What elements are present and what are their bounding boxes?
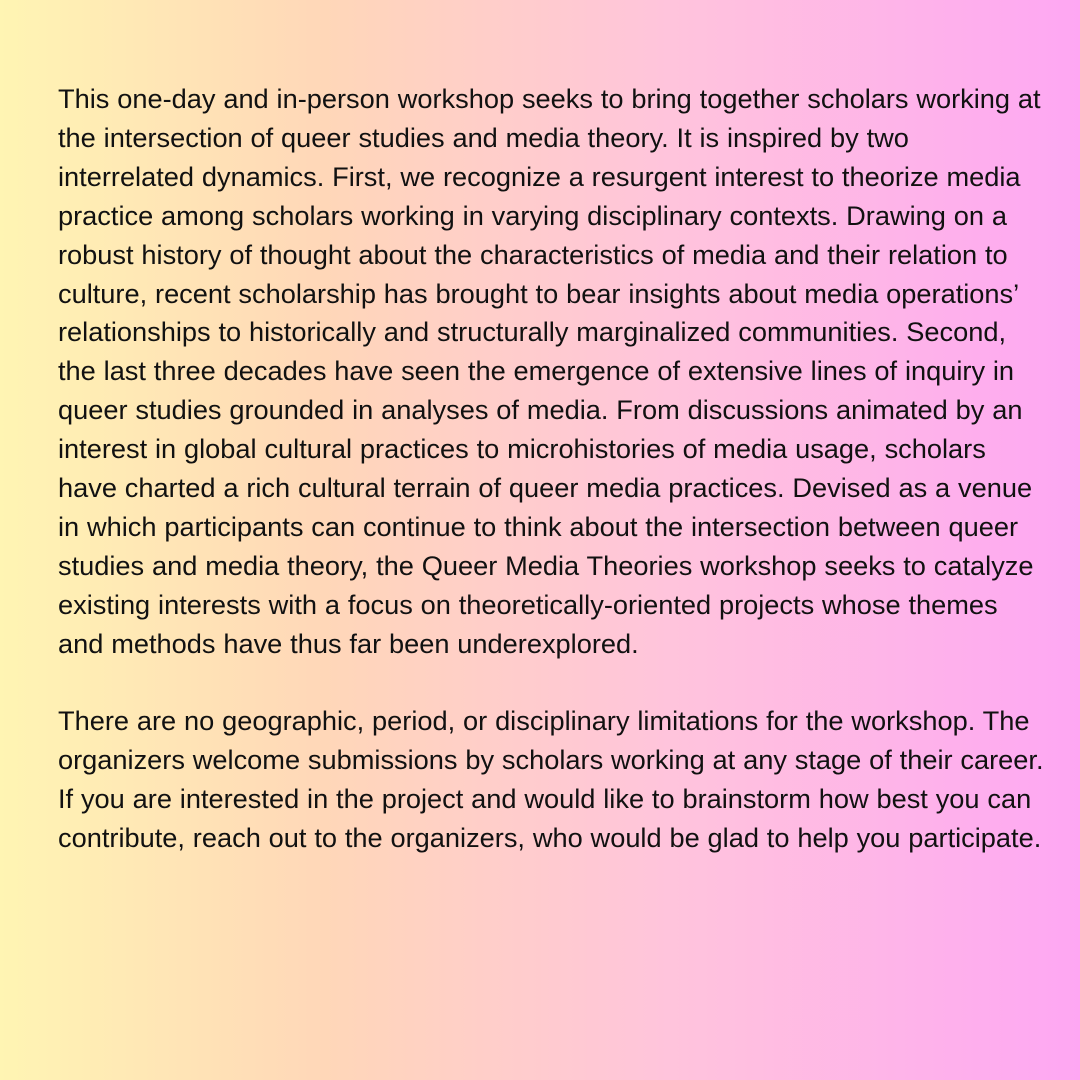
document-body: [58, 80, 1050, 858]
paragraph-intro: This one-day and in-person workshop seeks to bring together scholars working at the intersection of queer studies and media theory. It is inspired by two interrelated dynamics. First, we recognize a resurgent interest to theorize media practice among scholars working in varying disciplinary contexts. Drawing on a robust history of thought about the characteristics of media and their relation to culture, recent scholarship has brought to bear insights about media operations’ relationships to historically and structurally marginalized communities. Second, the last three decades have seen the emergence of extensive lines of inquiry in queer studies grounded in analyses of media. From discussions animated by an interest in global cultural practices to microhistories of media usage, scholars have charted a rich cultural terrain of queer media practices. Devised as a venue in which participants can continue to think about the intersection between queer studies and media theory, the Queer Media Theories workshop seeks to catalyze existing interests with a focus on theoretically-oriented projects whose themes and methods have thus far been underexplored.: [58, 83, 1041, 659]
paragraph-eligibility: There are no geographic, period, or disciplinary limitations for the workshop. The organizers welcome submissions by scholars working at any stage of their career. If you are interested in the project and would like to brainstorm how best you can contribute, reach out to the organizers, who would be glad to help you participate.: [58, 705, 1044, 854]
